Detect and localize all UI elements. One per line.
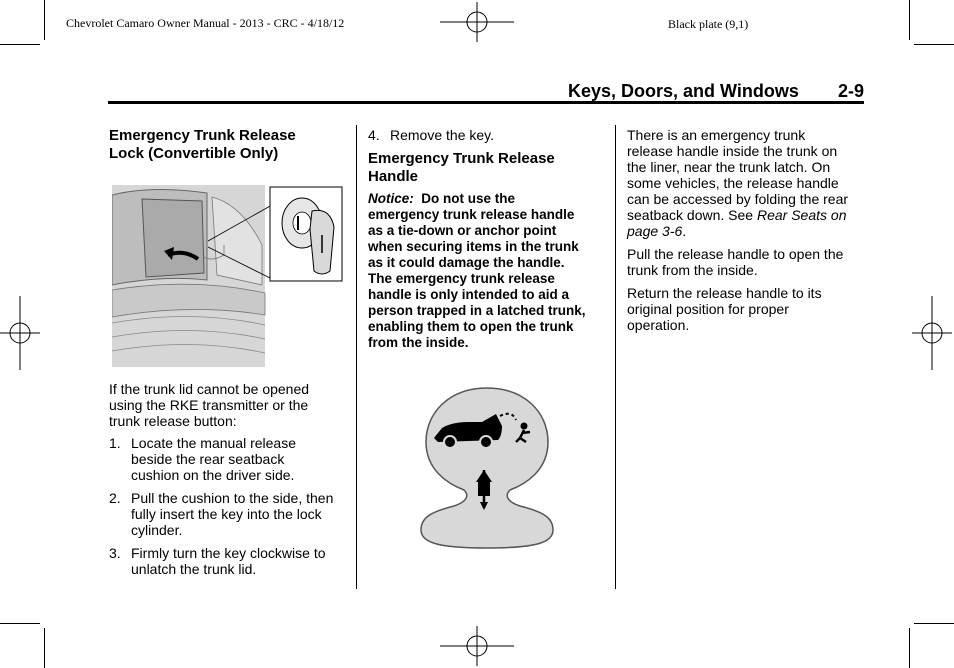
list-item: 1. Locate the manual release beside the rear seatback cushion on the driver side. [109, 435, 296, 483]
intro-paragraph: If the trunk lid cannot be opened using the RKE transmitter or the trunk release button: [109, 381, 310, 429]
section-title: Keys, Doors, and Windows [568, 81, 799, 101]
column-3 [627, 127, 867, 333]
page-number: 2-9 [838, 81, 865, 101]
column-divider [615, 125, 616, 589]
column-divider [356, 125, 357, 589]
column-1-body [109, 381, 349, 577]
list-item: 3. Firmly turn the key clockwise to unlatch the trunk lid. [109, 545, 326, 577]
notice-paragraph: Notice: Do not use the emergency trunk release handle as a tie-down or anchor point when securing items in the trunk as it could damage the handle. The emergency trunk release handle is only intended to aid a person trapped in a latched trunk, enabling them to open the trunk from the inside. [368, 191, 586, 350]
release-handle-icon [420, 386, 554, 550]
crop-mark [914, 44, 954, 45]
header-rule [108, 101, 864, 104]
notice-label: Notice: [368, 191, 414, 206]
crop-mark [909, 0, 910, 40]
registration-mark-bottom [440, 626, 514, 666]
column-2 [368, 127, 608, 351]
paragraph: Return the release handle to its original position for proper operation. [627, 285, 822, 333]
registration-mark-right [912, 296, 952, 370]
registration-mark-top [440, 2, 514, 42]
paragraph: Pull the release handle to open the trunk from the inside. [627, 246, 844, 278]
crop-mark [44, 0, 45, 40]
section-heading: Emergency Trunk Release Lock (Convertible Only) [109, 127, 296, 162]
crop-mark [44, 628, 45, 668]
registration-mark-left [0, 296, 40, 370]
section-heading: Emergency Trunk Release Handle [368, 150, 555, 185]
list-item: 4. Remove the key. [368, 127, 495, 143]
cross-reference-link[interactable]: page 3-6 [627, 223, 683, 239]
crop-mark [909, 628, 910, 668]
column-1 [109, 127, 349, 163]
trunk-lock-illustration [112, 185, 344, 367]
cross-reference-link[interactable]: Rear Seats on [756, 207, 847, 223]
crop-mark [0, 44, 40, 45]
paragraph: There is an emergency trunk release handle inside the trunk on the liner, near the trunk latch. On some vehicles, the release handle can be accessed by folding the rear seatback down. See Rear Seats on page 3-6. [627, 127, 849, 239]
crop-mark [914, 623, 954, 624]
crop-mark [0, 623, 40, 624]
plate-label: Black plate (9,1) [668, 17, 749, 31]
list-item: 2. Pull the cushion to the side, then fully insert the key into the lock cylinder. [109, 490, 334, 538]
manual-title: Chevrolet Camaro Owner Manual - 2013 - CRC - 4/18/12 [66, 16, 345, 30]
